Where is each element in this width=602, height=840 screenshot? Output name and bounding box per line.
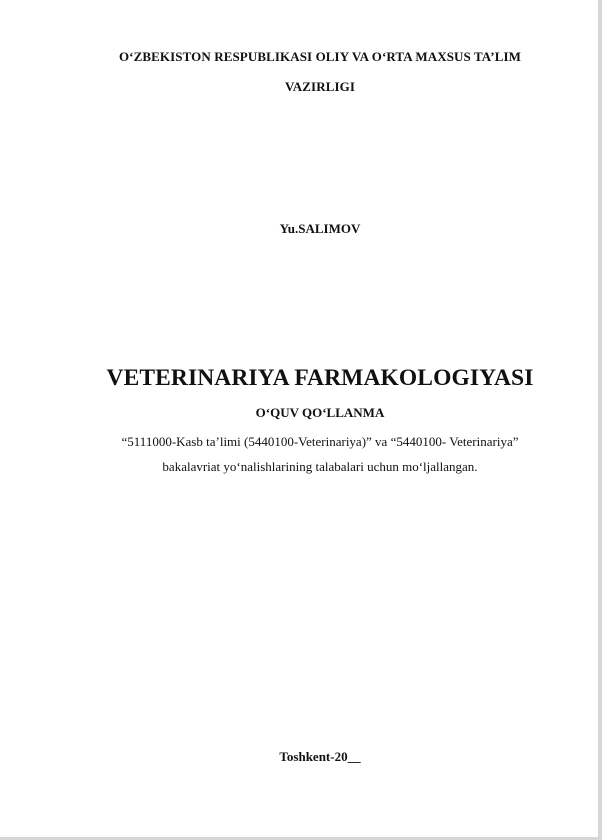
ministry-heading-line1: O‘ZBEKISTON RESPUBLIKASI OLIY VA O‘RTA MAXSUS TA’LIM (118, 49, 522, 64)
document-title: VETERINARIYA FARMAKOLOGIYASI (106, 365, 534, 391)
document-subtitle: O‘QUV QO‘LLANMA (255, 405, 385, 420)
description-line1: “5111000-Kasb ta’limi (5440100-Veterinariya)” va “5440100- Veterinariya” (121, 434, 519, 449)
description-line2: bakalavriat yo‘nalishlarining talabalari uchun mo‘ljallangan. (162, 459, 478, 474)
city-year: Toshkent-20__ (279, 749, 361, 764)
ministry-heading-line2: VAZIRLIGI (284, 79, 356, 94)
author-name: Yu.SALIMOV (279, 221, 361, 236)
